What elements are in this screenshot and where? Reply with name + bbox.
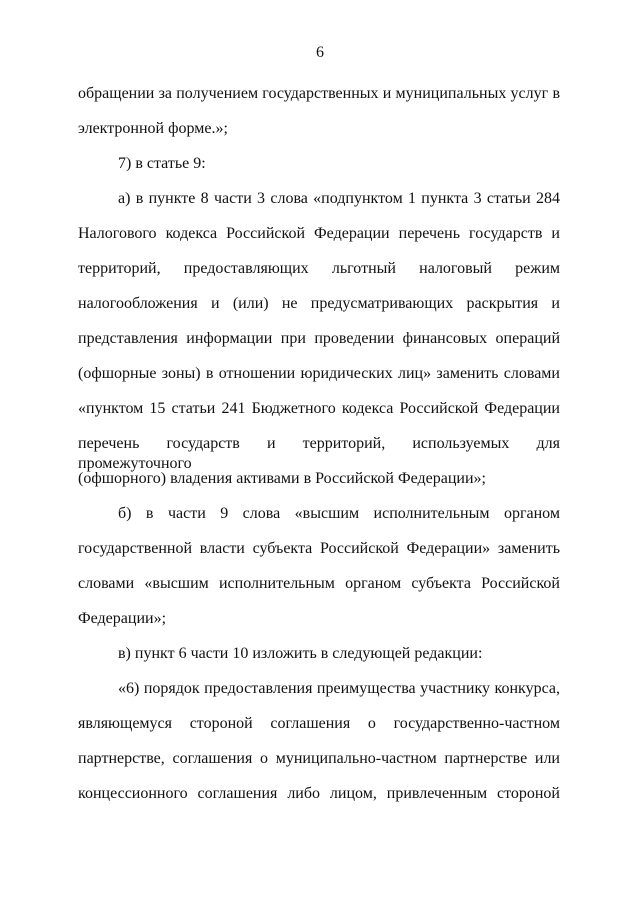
text-line: а) в пункте 8 части 3 слова «подпунктом 1 пункта 3 статьи 284 [118,190,560,207]
text-line: (офшорные зоны) в отношении юридических лиц» заменить словами [78,365,560,382]
text-line: «пунктом 15 статьи 241 Бюджетного кодекса Российской Федерации [78,400,560,417]
text-line: представления информации при проведении финансовых операций [78,330,560,347]
text-line: территорий, предоставляющих льготный налоговый режим [78,260,560,277]
text-line: перечень государств и территорий, используемых для промежуточного [78,435,560,472]
text-line: в) пункт 6 части 10 изложить в следующей редакции: [118,645,483,662]
text-line: электронной форме.»; [78,120,228,137]
text-line: государственной власти субъекта Российской Федерации» заменить [78,540,560,557]
text-line: б) в части 9 слова «высшим исполнительным органом [118,505,560,522]
text-line: «6) порядок предоставления преимущества участнику конкурса, [118,680,560,697]
text-line: налогообложения и (или) не предусматривающих раскрытия и [78,295,560,312]
text-line: словами «высшим исполнительным органом субъекта Российской [78,575,560,592]
text-line: являющемуся стороной соглашения о государственно-частном [78,715,560,732]
text-line: 7) в статье 9: [118,155,206,172]
text-line: Федерации»; [78,610,167,627]
text-line: (офшорного) владения активами в Российской Федерации»; [78,470,486,487]
text-line: Налогового кодекса Российской Федерации перечень государств и [78,225,560,242]
text-line: концессионного соглашения либо лицом, привлеченным стороной [78,785,560,802]
text-line: партнерстве, соглашения о муниципально-частном партнерстве или [78,750,560,767]
page-number: 6 [316,44,324,61]
text-line: обращении за получением государственных и муниципальных услуг в [78,85,560,102]
